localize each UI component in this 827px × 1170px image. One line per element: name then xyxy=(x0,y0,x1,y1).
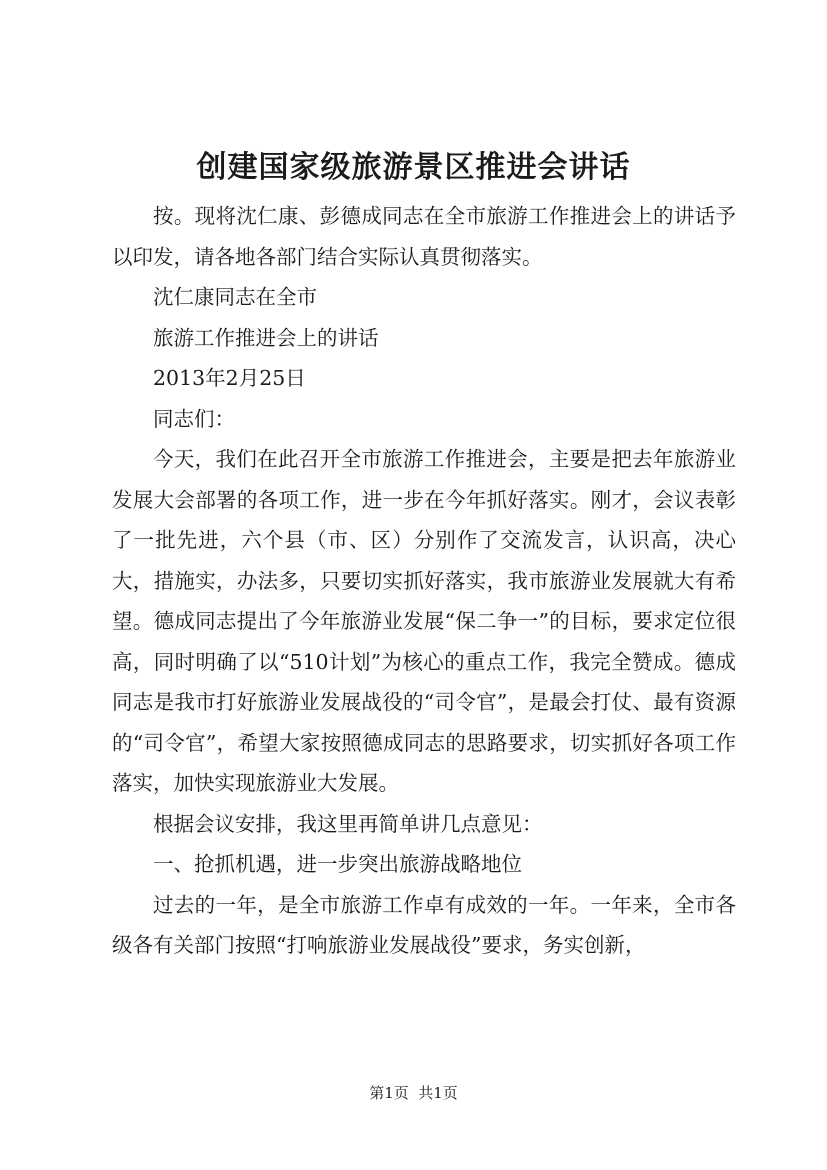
paragraph-speech-title: 旅游工作推进会上的讲话 xyxy=(153,325,379,350)
paragraph-opening: 今天，我们在此召开全市旅游工作推进会，主要是把去年旅游业发展大会部署的各项工作，进一步在今年抓好落实。刚才，会议表彰了一批先进，六个县（市、区）分别作了交流发言，认识高，决心大，措施实，办法多，只要切实抓好落实，我市旅游业发展就大有希望。德成同志提出了今年旅游业发展“保二争一”的目标，要求定位很高，同时明确了以“510计划”为核心的重点工作，我完全赞成。德成同志是我市打好旅游业发展战役的“司令官”，是最会打仗、最有资源的“司令官”，希望大家按照德成同志的思路要求，切实抓好各项工作落实，加快实现旅游业大发展。 xyxy=(112,447,736,795)
paragraph-salutation: 同志们： xyxy=(153,406,235,431)
page-footer xyxy=(0,1082,827,1104)
paragraph-review: 过去的一年，是全市旅游工作卓有成效的一年。一年来，全市各级各有关部门按照“打响旅游业发展战役”要求，务实创新， xyxy=(112,892,736,957)
document-body xyxy=(112,196,736,966)
paragraph-agenda: 根据会议安排，我这里再简单讲几点意见： xyxy=(153,811,543,836)
paragraph-speaker-line: 沈仁康同志在全市 xyxy=(153,285,317,309)
page-number-label: 第1页 共1页 xyxy=(369,1084,458,1102)
paragraph-date: 2013年2月25日 xyxy=(153,366,306,390)
document-title: 创建国家级旅游景区推进会讲话 xyxy=(196,150,631,185)
section-heading-1: 一、抢抓机遇，进一步突出旅游战略地位 xyxy=(153,852,522,876)
paragraph-preface: 按。现将沈仁康、彭德成同志在全市旅游工作推进会上的讲话予以印发，请各地各部门结合实际认真贯彻落实。 xyxy=(112,204,736,269)
